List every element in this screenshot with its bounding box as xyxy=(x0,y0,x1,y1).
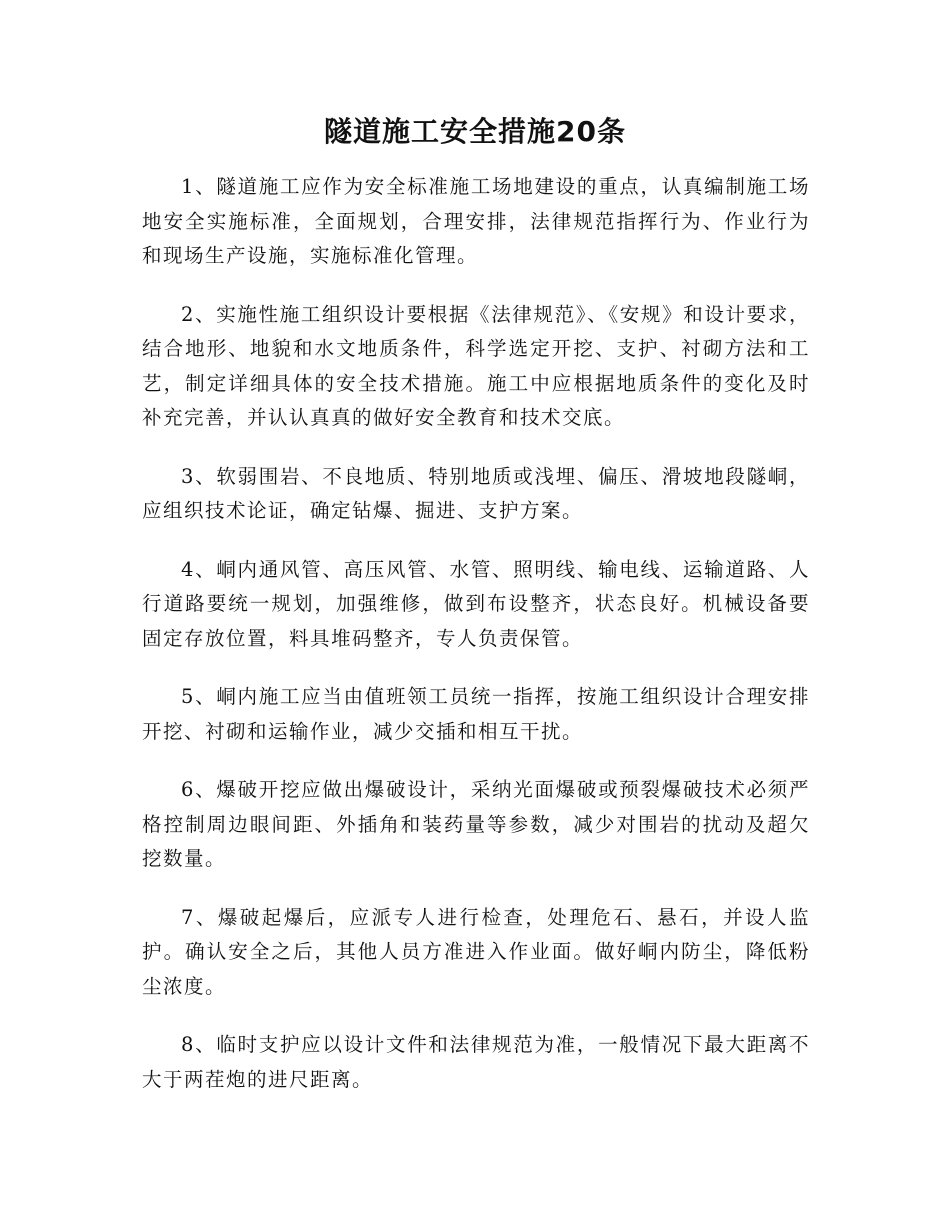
paragraph-3: 3、软弱围岩、不良地质、特别地质或浅埋、偏压、滑坡地段隧峒，应组织技术论证，确定钻爆、掘进、支护方案。 xyxy=(142,464,810,522)
paragraph-2: 2、实施性施工组织设计要根据《法律规范》、《安规》和设计要求，结合地形、地貌和水文地质条件，科学选定开挖、支护、衬砌方法和工艺，制定详细具体的安全技术措施。施工中应根据地质条件的变化及时补充完善，并认认真真的做好安全教育和技术交底。 xyxy=(142,302,810,429)
paragraph-7: 7、爆破起爆后，应派专人进行检查，处理危石、悬石，并设人监护。确认安全之后，其他人员方准进入作业面。做好峒内防尘，降低粉尘浓度。 xyxy=(142,905,810,998)
paragraph-4: 4、峒内通风管、高压风管、水管、照明线、输电线、运输道路、人行道路要统一规划，加强维修，做到布设整齐，状态良好。机械设备要固定存放位置，料具堆码整齐，专人负责保管。 xyxy=(142,557,810,650)
paragraph-5: 5、峒内施工应当由值班领工员统一指挥，按施工组织设计合理安排开挖、衬砌和运输作业，减少交插和相互干扰。 xyxy=(142,685,810,743)
paragraph-1: 1、隧道施工应作为安全标准施工场地建设的重点，认真编制施工场地安全实施标准，全面规划，合理安排，法律规范指挥行为、作业行为和现场生产设施，实施标准化管理。 xyxy=(142,175,810,267)
document-title: 隧道施工安全措施20条 xyxy=(324,115,626,148)
document-body xyxy=(142,170,810,1121)
paragraph-6: 6、爆破开挖应做出爆破设计，采纳光面爆破或预裂爆破技术必须严格控制周边眼间距、外插角和装药量等参数，减少对围岩的扰动及超欠挖数量。 xyxy=(142,778,810,870)
paragraph-8: 8、临时支护应以设计文件和法律规范为准，一般情况下最大距离不大于两茬炮的进尺距离。 xyxy=(142,1033,810,1091)
